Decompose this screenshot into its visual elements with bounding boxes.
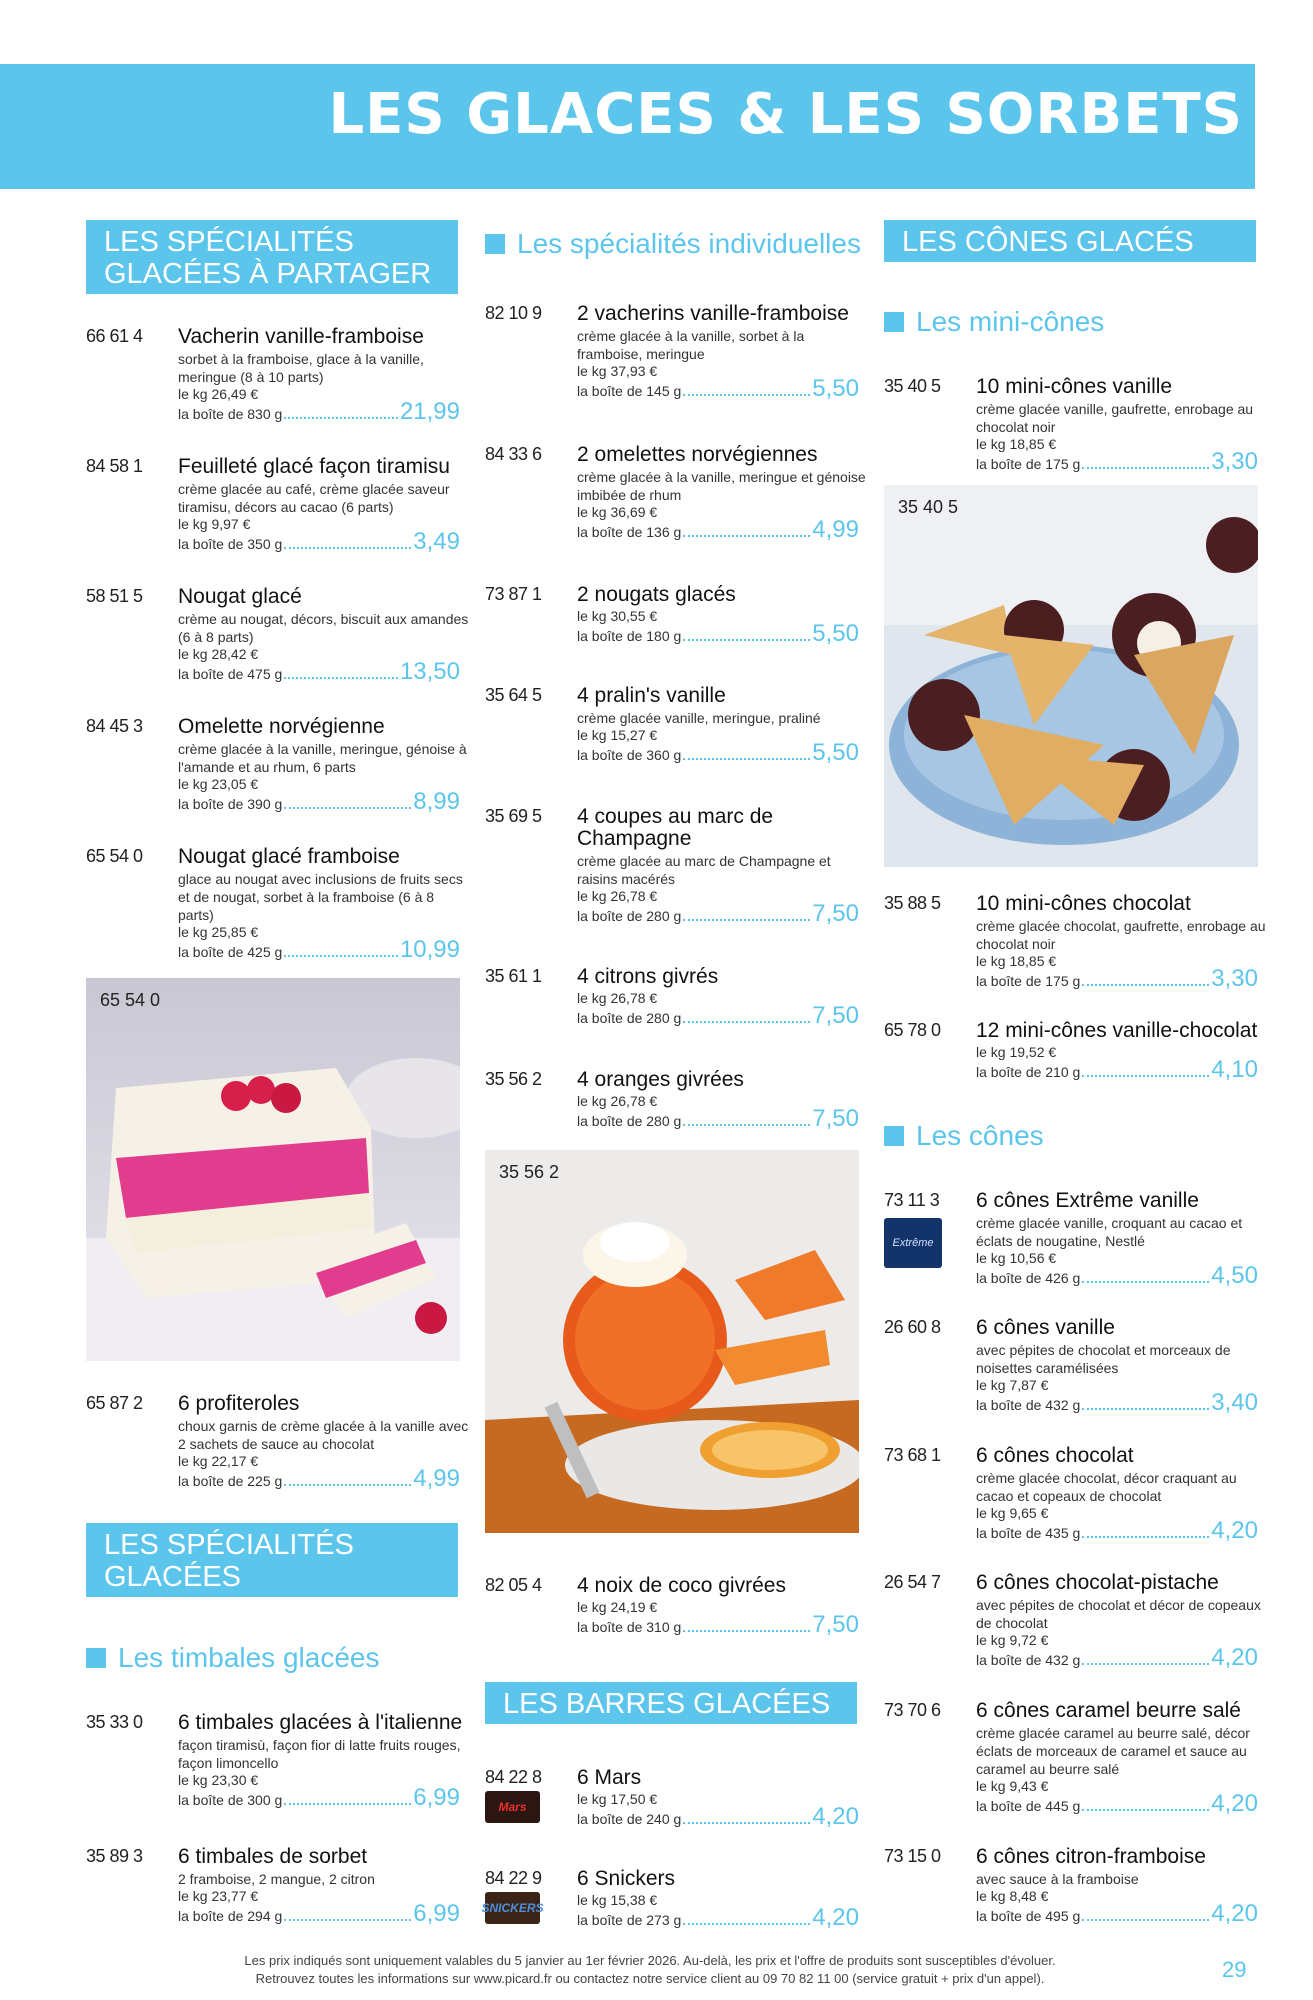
product-item — [485, 805, 860, 927]
product-item — [884, 1020, 1259, 1130]
product-item — [884, 1445, 1259, 1555]
price-per-kg: le kg 24,19 € — [577, 1599, 658, 1615]
product-name: 4 coupes au marc de Champagne — [577, 805, 774, 850]
dotted-leader — [1082, 1280, 1209, 1283]
package-size: la boîte de 175 g — [976, 456, 1081, 472]
product-description: crème glacée vanille, croquant au cacao et éclats de nougatine, Nestlé — [976, 1215, 1243, 1249]
product-code: 73 15 0 — [884, 1846, 941, 1866]
package-size: la boîte de 175 g — [976, 973, 1081, 989]
product-price: 8,99 — [413, 788, 460, 815]
product-item — [884, 1190, 1259, 1300]
product-code: 65 87 2 — [86, 1393, 143, 1413]
square-bullet-icon — [485, 234, 505, 254]
product-name: 4 citrons givrés — [577, 965, 719, 988]
package-price-line — [577, 1002, 859, 1030]
product-name: Omelette norvégienne — [178, 715, 385, 738]
product-code: 65 78 0 — [884, 1020, 941, 1040]
dotted-leader — [1082, 983, 1209, 986]
dotted-leader — [284, 954, 398, 957]
price-per-kg: le kg 19,52 € — [976, 1044, 1057, 1060]
product-item — [86, 1712, 461, 1822]
product-code: 35 69 5 — [485, 806, 542, 826]
package-price-line — [577, 739, 859, 767]
mars-logo: Mars — [485, 1791, 540, 1823]
package-price-line — [178, 1784, 460, 1812]
dotted-leader — [683, 638, 810, 641]
package-price-line — [178, 1465, 460, 1493]
price-per-kg: le kg 18,85 € — [976, 436, 1057, 452]
product-description: crème glacée vanille, meringue, praliné — [577, 710, 821, 726]
product-price: 13,50 — [399, 658, 460, 685]
product-name: 6 profiteroles — [178, 1392, 300, 1415]
product-item — [86, 326, 461, 436]
product-item — [485, 966, 860, 1076]
product-item — [485, 584, 860, 694]
dotted-leader — [284, 416, 398, 419]
nougat-dessert-image — [86, 978, 460, 1361]
product-description: avec sauce à la framboise — [976, 1871, 1139, 1887]
product-price: 4,20 — [812, 1803, 859, 1830]
product-code: 84 58 1 — [86, 456, 143, 476]
package-size: la boîte de 390 g — [178, 796, 283, 812]
section-header-barres — [485, 1682, 857, 1724]
package-price-line — [577, 1803, 859, 1831]
package-price-line — [577, 1611, 859, 1639]
dotted-leader — [683, 918, 810, 921]
dotted-leader — [1082, 1808, 1209, 1811]
section-title: LES SPÉCIALITÉS GLACÉES À PARTAGER — [104, 226, 432, 290]
product-price: 5,50 — [812, 620, 859, 647]
dotted-leader — [1082, 466, 1209, 469]
dotted-leader — [683, 393, 810, 396]
price-per-kg: le kg 25,85 € — [178, 924, 259, 940]
photo-code: 35 56 2 — [499, 1162, 560, 1182]
section-title: LES CÔNES GLACÉS — [902, 226, 1194, 258]
price-per-kg: le kg 28,42 € — [178, 646, 259, 662]
subhead-label: Les spécialités individuelles — [517, 228, 861, 259]
package-price-line — [178, 1900, 460, 1928]
product-item — [86, 585, 469, 696]
product-code: 82 10 9 — [485, 303, 542, 323]
section-header-cones — [884, 220, 1256, 262]
package-size: la boîte de 145 g — [577, 383, 682, 399]
product-name: 2 nougats glacés — [577, 583, 736, 606]
product-description: crème glacée chocolat, décor craquant au cacao et copeaux de chocolat — [976, 1470, 1237, 1504]
package-price-line — [178, 398, 460, 426]
package-size: la boîte de 445 g — [976, 1798, 1081, 1814]
price-per-kg: le kg 18,85 € — [976, 953, 1057, 969]
product-item — [884, 892, 1266, 1003]
package-size: la boîte de 425 g — [178, 944, 283, 960]
section-title: LES BARRES GLACÉES — [503, 1688, 831, 1720]
product-item — [86, 456, 461, 566]
product-item — [884, 1699, 1259, 1817]
package-size: la boîte de 432 g — [976, 1652, 1081, 1668]
package-size: la boîte de 225 g — [178, 1473, 283, 1489]
orange-givree-photo — [485, 1150, 859, 1533]
package-size: la boîte de 210 g — [976, 1064, 1081, 1080]
price-per-kg: le kg 22,17 € — [178, 1453, 259, 1469]
product-item — [884, 376, 1259, 486]
product-description: crème glacée au café, crème glacée saveur tiramisu, décors au cacao (6 parts) — [178, 481, 450, 515]
product-description: crème glacée au marc de Champagne et raisins macérés — [577, 853, 831, 887]
product-code: 82 05 4 — [485, 1575, 542, 1595]
subhead-timbales — [86, 1642, 379, 1674]
section-header-partager — [86, 220, 458, 294]
dotted-leader — [284, 1802, 411, 1805]
product-code: 66 61 4 — [86, 326, 143, 346]
product-description: crème glacée à la vanille, meringue, génoise à l'amande et au rhum, 6 parts — [178, 741, 467, 775]
package-size: la boîte de 294 g — [178, 1908, 283, 1924]
product-price: 4,99 — [812, 516, 859, 543]
product-code: 35 33 0 — [86, 1712, 143, 1732]
price-per-kg: le kg 9,43 € — [976, 1778, 1049, 1794]
product-price: 21,99 — [399, 398, 460, 425]
package-size: la boîte de 280 g — [577, 1010, 682, 1026]
package-price-line — [577, 900, 859, 928]
product-name: 10 mini-cônes vanille — [976, 375, 1173, 398]
package-size: la boîte de 273 g — [577, 1912, 682, 1928]
product-name: Feuilleté glacé façon tiramisu — [178, 455, 450, 478]
product-description: crème glacée vanille, gaufrette, enrobage au chocolat noir — [976, 401, 1254, 435]
price-per-kg: le kg 15,27 € — [577, 727, 658, 743]
dotted-leader — [683, 757, 810, 760]
snickers-logo: SNICKERS — [485, 1892, 540, 1924]
product-item — [884, 1846, 1259, 1956]
subhead-specialites-individuelles — [485, 228, 861, 260]
package-size: la boîte de 426 g — [976, 1270, 1081, 1286]
product-item — [485, 1767, 860, 1877]
dotted-leader — [284, 1918, 411, 1921]
product-code: 73 70 6 — [884, 1700, 941, 1720]
product-name: 6 cônes Extrême vanille — [976, 1189, 1199, 1212]
photo-code: 65 54 0 — [100, 990, 161, 1010]
orange-dessert-image — [485, 1150, 859, 1533]
footer-line-2: Retrouvez toutes les informations sur www.picard.fr ou contactez notre service client au 09 70 82 11 00 (service gratuit + prix d'un appel). — [255, 1971, 1045, 1986]
title-banner — [0, 64, 1255, 189]
dotted-leader — [1082, 1662, 1209, 1665]
price-per-kg: le kg 15,38 € — [577, 1892, 658, 1908]
package-size: la boîte de 280 g — [577, 1113, 682, 1129]
product-description: sorbet à la framboise, glace à la vanille, meringue (8 à 10 parts) — [178, 351, 424, 385]
package-size: la boîte de 300 g — [178, 1792, 283, 1808]
dotted-leader — [1082, 1074, 1209, 1077]
price-per-kg: le kg 30,55 € — [577, 608, 658, 624]
package-size: la boîte de 830 g — [178, 406, 283, 422]
product-price: 4,20 — [812, 1904, 859, 1931]
price-per-kg: le kg 36,69 € — [577, 504, 658, 520]
product-item — [86, 715, 467, 826]
nougat-framboise-photo — [86, 978, 460, 1361]
product-code: 35 89 3 — [86, 1846, 143, 1866]
product-code: 73 68 1 — [884, 1445, 941, 1465]
product-item — [884, 1317, 1259, 1427]
package-size: la boîte de 350 g — [178, 536, 283, 552]
dotted-leader — [683, 1123, 810, 1126]
product-name: 6 Snickers — [577, 1867, 676, 1890]
price-per-kg: le kg 9,65 € — [976, 1505, 1049, 1521]
price-per-kg: le kg 26,78 € — [577, 990, 658, 1006]
price-per-kg: le kg 26,78 € — [577, 1093, 658, 1109]
package-price-line — [976, 1900, 1258, 1928]
product-item — [485, 1575, 860, 1685]
product-price: 7,50 — [812, 1611, 859, 1638]
product-name: 6 cônes citron-framboise — [976, 1845, 1206, 1868]
square-bullet-icon — [884, 312, 904, 332]
subhead-label: Les cônes — [916, 1120, 1044, 1151]
package-price-line — [178, 788, 460, 816]
package-price-line — [178, 936, 460, 964]
product-code: 26 60 8 — [884, 1317, 941, 1337]
product-item — [485, 303, 860, 413]
product-name: 6 Mars — [577, 1766, 642, 1789]
package-size: la boîte de 475 g — [178, 666, 283, 682]
package-price-line — [577, 375, 859, 403]
package-price-line — [577, 1904, 859, 1932]
product-code: 35 40 5 — [884, 376, 941, 396]
product-name: 6 cônes vanille — [976, 1316, 1115, 1339]
product-name: 2 omelettes norvégiennes — [577, 443, 818, 466]
package-price-line — [976, 965, 1258, 993]
subhead-cones — [884, 1120, 1044, 1152]
package-price-line — [976, 1262, 1258, 1290]
product-price: 7,50 — [812, 1105, 859, 1132]
product-name: Nougat glacé — [178, 585, 302, 608]
product-item — [485, 443, 866, 554]
dotted-leader — [683, 1629, 810, 1632]
product-price: 4,99 — [413, 1465, 460, 1492]
product-name: 6 cônes chocolat-pistache — [976, 1571, 1219, 1594]
product-name: 6 timbales glacées à l'italienne — [178, 1711, 463, 1734]
price-per-kg: le kg 9,97 € — [178, 516, 251, 532]
product-price: 3,30 — [1211, 965, 1258, 992]
product-price: 3,40 — [1211, 1389, 1258, 1416]
product-code: 84 22 8 — [485, 1767, 542, 1787]
product-price: 3,49 — [413, 528, 460, 555]
footer-line-1: Les prix indiqués sont uniquement valables du 5 janvier au 1er février 2026. Au-delà, les prix et l'offre de produits sont susceptibles d'évoluer. — [244, 1953, 1056, 1968]
mini-cones-photo — [884, 485, 1258, 867]
package-size: la boîte de 360 g — [577, 747, 682, 763]
price-per-kg: le kg 26,78 € — [577, 888, 658, 904]
subhead-mini-cones — [884, 306, 1104, 338]
product-item — [884, 1572, 1259, 1682]
product-code: 35 64 5 — [485, 685, 542, 705]
photo-code: 35 40 5 — [898, 497, 959, 517]
package-price-line — [976, 1644, 1258, 1672]
package-price-line — [976, 1517, 1258, 1545]
product-price: 7,50 — [812, 900, 859, 927]
page-number: 29 — [1222, 1957, 1247, 1982]
product-name: Nougat glacé framboise — [178, 845, 400, 868]
dotted-leader — [1082, 1407, 1209, 1410]
product-price: 7,50 — [812, 1002, 859, 1029]
package-size: la boîte de 310 g — [577, 1619, 682, 1635]
dotted-leader — [683, 534, 810, 537]
product-description: crème glacée à la vanille, meringue et génoise imbibée de rhum — [577, 469, 866, 503]
price-per-kg: le kg 23,05 € — [178, 776, 259, 792]
product-code: 58 51 5 — [86, 586, 143, 606]
dotted-leader — [284, 806, 411, 809]
legal-footer — [150, 1952, 1150, 1988]
product-description: glace au nougat avec inclusions de fruits secs et de nougat, sorbet à la framboise (6 à 8 parts) — [178, 871, 463, 923]
mini-cones-image — [884, 485, 1258, 867]
product-code: 84 33 6 — [485, 444, 542, 464]
product-description: façon tiramisù, façon fior di latte fruits rouges, façon limoncello — [178, 1737, 461, 1771]
page-title: LES GLACES & LES SORBETS — [328, 82, 1243, 147]
price-per-kg: le kg 23,77 € — [178, 1888, 259, 1904]
package-price-line — [577, 516, 859, 544]
product-description: crème au nougat, décors, biscuit aux amandes (6 à 8 parts) — [178, 611, 469, 645]
product-name: 4 pralin's vanille — [577, 684, 726, 707]
product-code: 73 87 1 — [485, 584, 542, 604]
product-price: 5,50 — [812, 739, 859, 766]
product-price: 4,20 — [1211, 1900, 1258, 1927]
dotted-leader — [683, 1020, 810, 1023]
product-name: 10 mini-cônes chocolat — [976, 892, 1191, 915]
product-code: 26 54 7 — [884, 1572, 941, 1592]
package-size: la boîte de 432 g — [976, 1397, 1081, 1413]
product-item — [86, 1846, 461, 1956]
square-bullet-icon — [884, 1126, 904, 1146]
product-description: 2 framboise, 2 mangue, 2 citron — [178, 1871, 375, 1887]
product-name: Vacherin vanille-framboise — [178, 325, 424, 348]
product-price: 4,20 — [1211, 1644, 1258, 1671]
square-bullet-icon — [86, 1648, 106, 1668]
price-per-kg: le kg 37,93 € — [577, 363, 658, 379]
product-price: 3,30 — [1211, 448, 1258, 475]
product-description: crème glacée chocolat, gaufrette, enrobage au chocolat noir — [976, 918, 1266, 952]
product-description: crème glacée à la vanille, sorbet à la framboise, meringue — [577, 328, 805, 362]
price-per-kg: le kg 7,87 € — [976, 1377, 1049, 1393]
package-size: la boîte de 280 g — [577, 908, 682, 924]
package-price-line — [976, 1056, 1258, 1084]
product-name: 6 cônes chocolat — [976, 1444, 1134, 1467]
dotted-leader — [683, 1821, 810, 1824]
product-name: 4 noix de coco givrées — [577, 1574, 786, 1597]
price-per-kg: le kg 9,72 € — [976, 1632, 1049, 1648]
price-per-kg: le kg 23,30 € — [178, 1772, 259, 1788]
product-price: 5,50 — [812, 375, 859, 402]
product-price: 4,20 — [1211, 1790, 1258, 1817]
product-code: 84 22 9 — [485, 1868, 542, 1888]
product-name: 12 mini-cônes vanille-chocolat — [976, 1019, 1258, 1042]
product-price: 4,10 — [1211, 1056, 1258, 1083]
product-name: 4 oranges givrées — [577, 1068, 744, 1091]
package-price-line — [976, 448, 1258, 476]
subhead-label: Les timbales glacées — [118, 1642, 380, 1673]
product-item — [485, 685, 860, 795]
package-size: la boîte de 180 g — [577, 628, 682, 644]
extreme-logo: Extrême — [884, 1218, 942, 1268]
dotted-leader — [284, 676, 398, 679]
package-price-line — [577, 1105, 859, 1133]
subhead-label: Les mini-cônes — [916, 306, 1105, 337]
price-per-kg: le kg 8,48 € — [976, 1888, 1049, 1904]
package-price-line — [178, 658, 460, 686]
product-price: 6,99 — [413, 1900, 460, 1927]
package-size: la boîte de 435 g — [976, 1525, 1081, 1541]
package-size: la boîte de 136 g — [577, 524, 682, 540]
package-size: la boîte de 495 g — [976, 1908, 1081, 1924]
product-code: 73 11 3 — [884, 1190, 940, 1210]
package-price-line — [178, 528, 460, 556]
product-code: 35 56 2 — [485, 1069, 542, 1089]
section-header-individuelles — [86, 1523, 458, 1625]
product-price: 4,20 — [1211, 1517, 1258, 1544]
product-description: crème glacée caramel au beurre salé, décor éclats de morceaux de caramel et sauce au caramel au beurre salé — [976, 1725, 1250, 1777]
product-description: avec pépites de chocolat et décor de copeaux de chocolat — [976, 1597, 1261, 1631]
dotted-leader — [683, 1922, 810, 1925]
product-price: 6,99 — [413, 1784, 460, 1811]
product-code: 35 88 5 — [884, 893, 941, 913]
package-price-line — [976, 1790, 1258, 1818]
dotted-leader — [1082, 1535, 1209, 1538]
product-price: 10,99 — [399, 936, 460, 963]
product-name: 6 timbales de sorbet — [178, 1845, 368, 1868]
package-size: la boîte de 240 g — [577, 1811, 682, 1827]
product-item — [86, 845, 463, 963]
price-per-kg: le kg 26,49 € — [178, 386, 259, 402]
product-price: 4,50 — [1211, 1262, 1258, 1289]
price-per-kg: le kg 17,50 € — [577, 1791, 658, 1807]
product-code: 35 61 1 — [485, 966, 542, 986]
product-code: 84 45 3 — [86, 716, 143, 736]
package-price-line — [976, 1389, 1258, 1417]
package-price-line — [577, 620, 859, 648]
dotted-leader — [284, 546, 411, 549]
product-code: 65 54 0 — [86, 846, 143, 866]
price-per-kg: le kg 10,56 € — [976, 1250, 1057, 1266]
product-name: 2 vacherins vanille-framboise — [577, 302, 849, 325]
product-item — [86, 1392, 469, 1503]
dotted-leader — [284, 1483, 411, 1486]
product-description: choux garnis de crème glacée à la vanille avec 2 sachets de sauce au chocolat — [178, 1418, 469, 1452]
dotted-leader — [1082, 1918, 1209, 1921]
product-name: 6 cônes caramel beurre salé — [976, 1699, 1241, 1722]
product-description: avec pépites de chocolat et morceaux de noisettes caramélisées — [976, 1342, 1231, 1376]
section-title: LES SPÉCIALITÉS GLACÉES INDIVIDUELLES — [104, 1529, 354, 1625]
